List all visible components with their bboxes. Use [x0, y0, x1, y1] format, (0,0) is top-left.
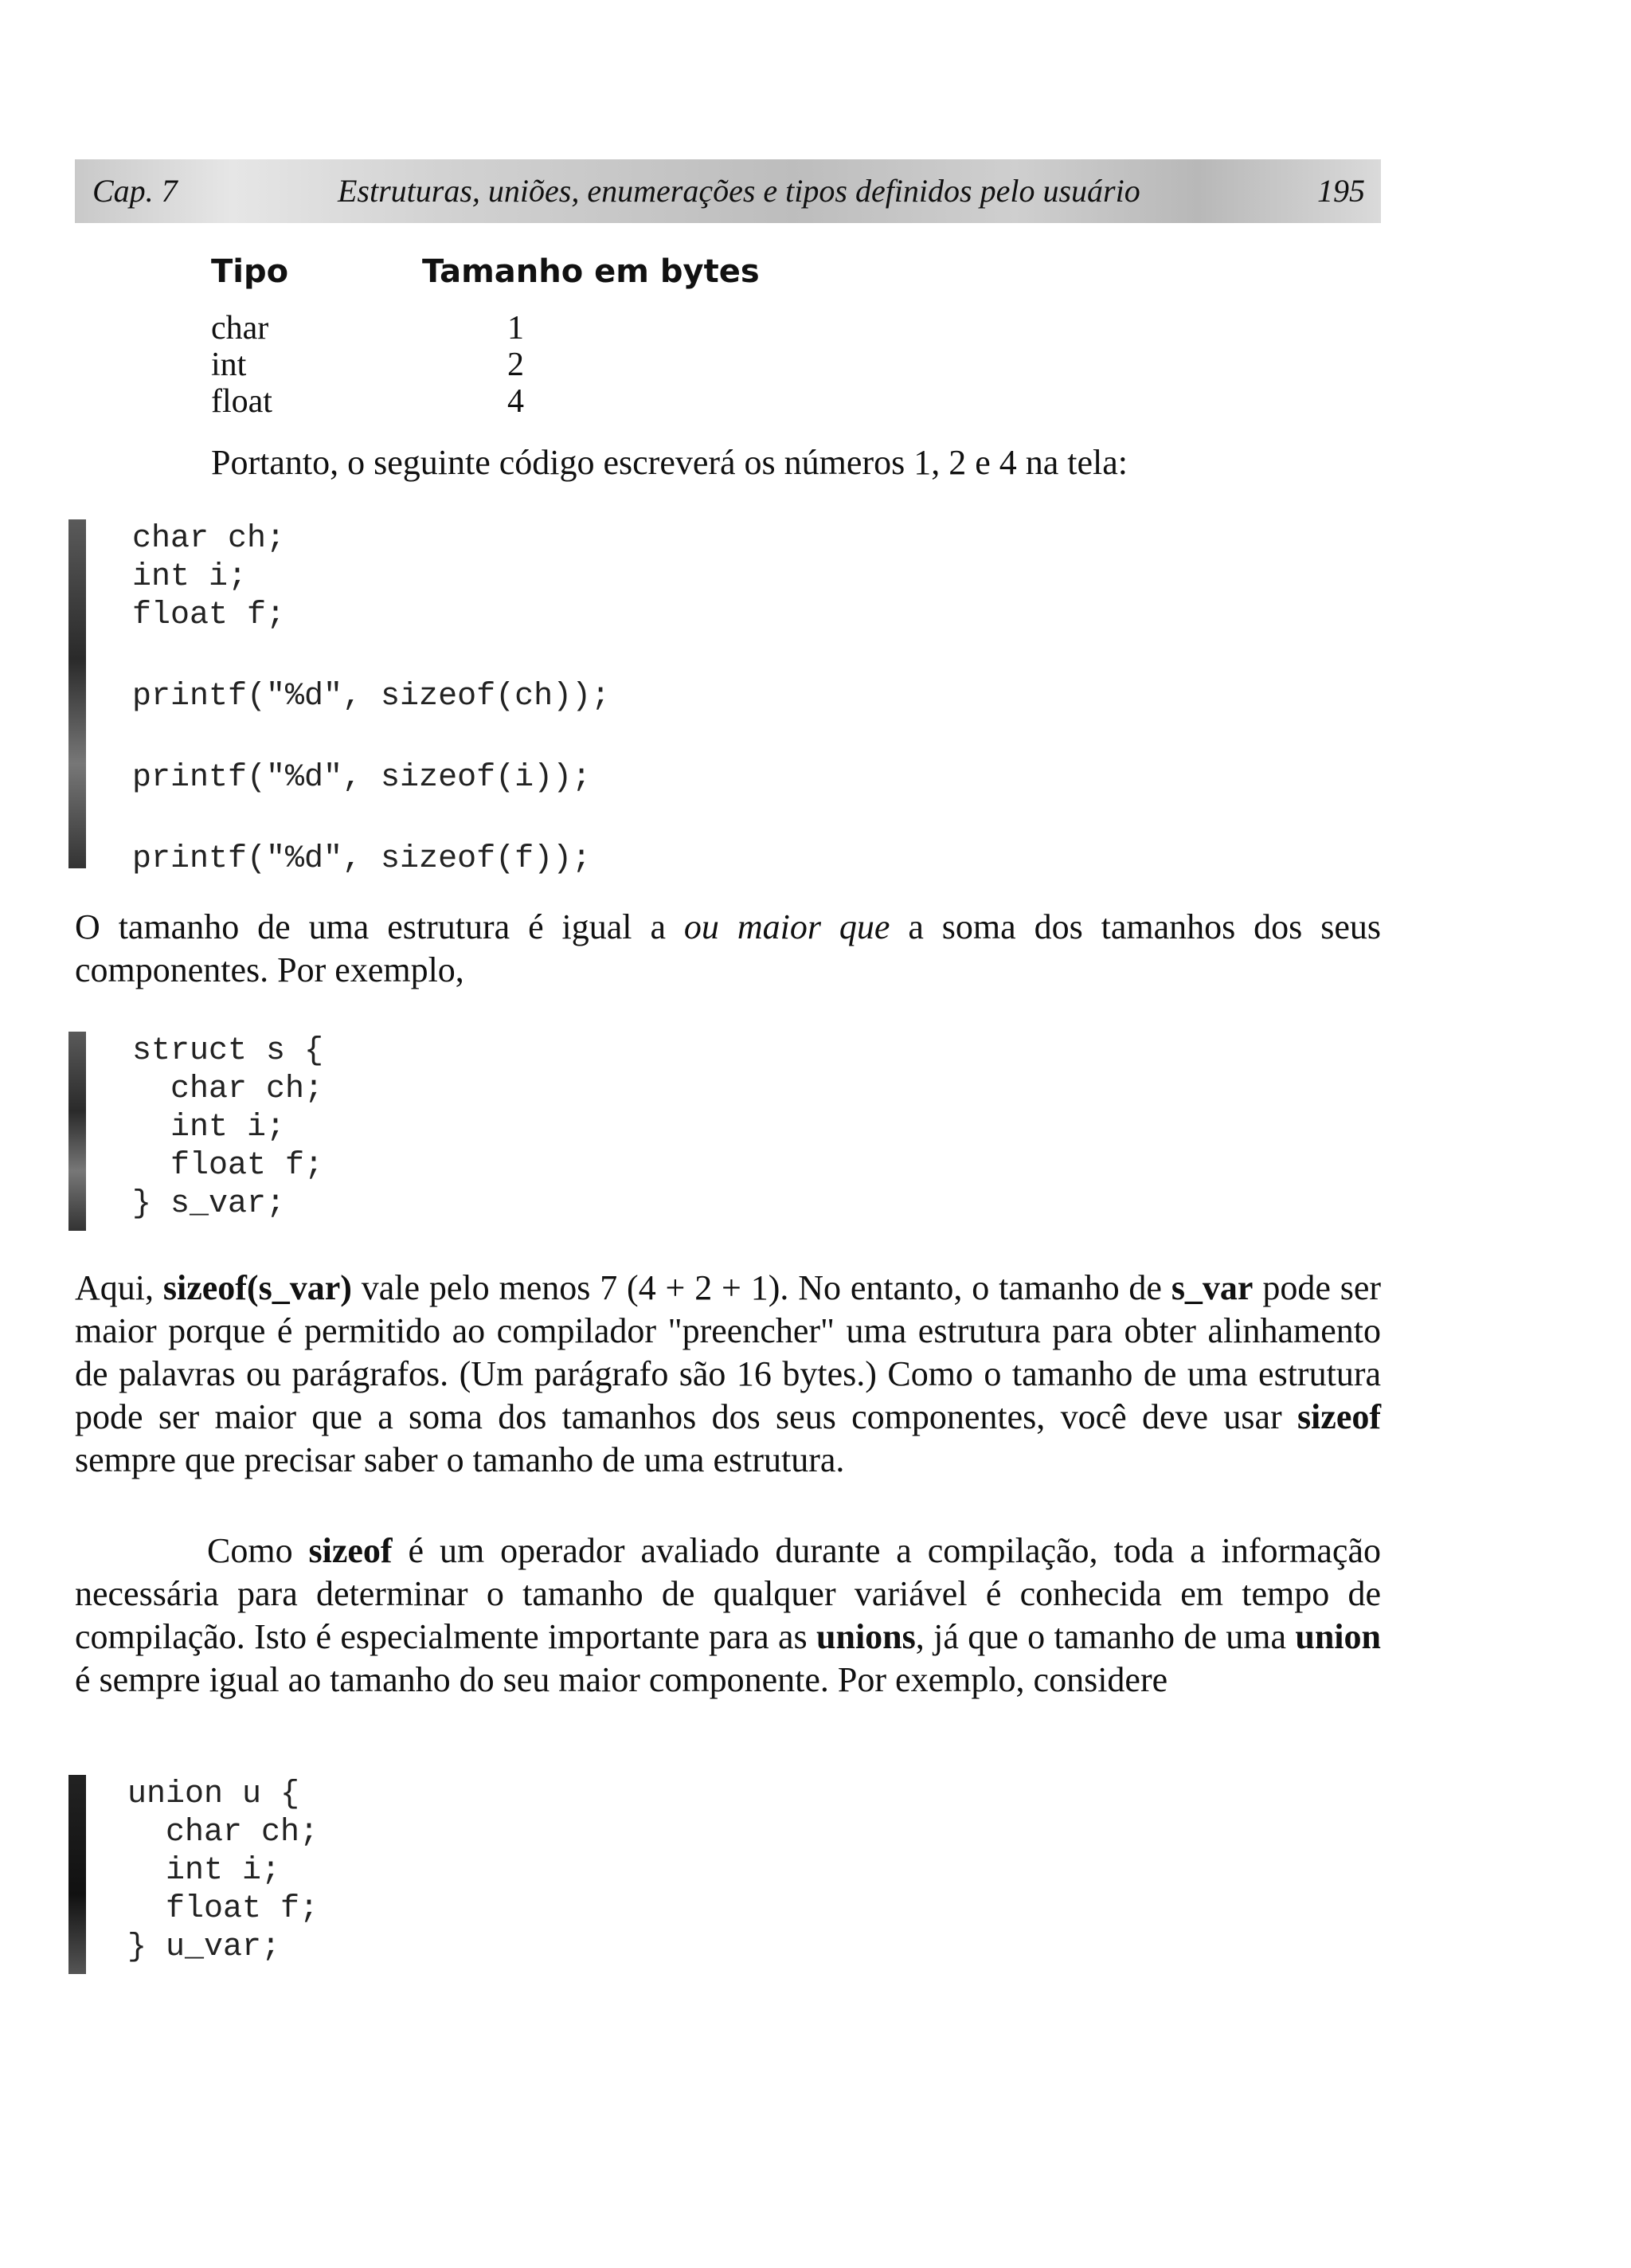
table-cell-type: int	[211, 347, 247, 383]
code-line: float f;	[132, 597, 286, 633]
page-number: 195	[1317, 173, 1365, 209]
code-line: printf("%d", sizeof(i));	[132, 760, 592, 796]
text-run: O tamanho de uma estrutura é igual a	[75, 907, 684, 946]
text-run: é sempre igual ao tamanho do seu maior componente. Por exemplo, considere	[75, 1660, 1168, 1699]
table-cell-size: 2	[507, 347, 524, 383]
text-run: sempre que precisar saber o tamanho de uma estrutura.	[75, 1440, 845, 1479]
emphasis-text: ou maior que	[683, 907, 890, 946]
code-line: char ch;	[132, 521, 286, 557]
chapter-label: Cap. 7	[92, 173, 178, 209]
code-margin-bar	[68, 1775, 86, 1974]
code-line: float f;	[132, 1148, 324, 1184]
code-line: } u_var;	[127, 1929, 281, 1965]
table-cell-type: char	[211, 310, 269, 347]
code-line: union u {	[127, 1776, 300, 1812]
code-line: printf("%d", sizeof(ch));	[132, 679, 611, 715]
text-run: Aqui,	[75, 1268, 163, 1307]
table-row	[211, 382, 689, 419]
table-row	[211, 309, 689, 346]
paragraph-aqui	[75, 1267, 1381, 1482]
code-block-union	[68, 1775, 626, 1974]
text-run: a soma dos tamanhos dos seus componentes. Por exemplo,	[75, 907, 1381, 989]
text-run: pode ser maior porque é permitido ao compilador "preencher" uma estrutura para obter alinhamento de palavras ou parágrafos. (Um parágrafo são 16 bytes.) Como o tamanho de uma estrutura pode ser maior que a soma dos tamanhos dos seus componentes, você deve usar	[75, 1268, 1382, 1436]
code-line: int i;	[127, 1853, 281, 1889]
running-header	[75, 159, 1381, 223]
code-line: } s_var;	[132, 1186, 286, 1222]
text-run: , já que o tamanho de uma	[915, 1617, 1296, 1656]
code-line: int i;	[132, 1110, 286, 1146]
code-line: char ch;	[127, 1815, 319, 1851]
code-block-sizeof	[68, 519, 785, 877]
code-line: struct s {	[132, 1033, 324, 1069]
bold-text: union	[1295, 1617, 1381, 1656]
code-line: int i;	[132, 559, 248, 595]
table-cell-type: float	[211, 383, 272, 420]
paragraph-struct-size	[75, 906, 1381, 992]
text-run: Como	[207, 1531, 309, 1570]
paragraph-como-sizeof	[75, 1530, 1381, 1702]
table-row	[211, 346, 689, 382]
text-run: é um operador avaliado durante a compilação, toda a informação necessária para determinar o tamanho de qualquer variável é conhecida em tempo de compilação. Isto é especialmente importante para as	[75, 1531, 1381, 1656]
code-margin-bar	[68, 1032, 86, 1231]
table-cell-size: 4	[507, 383, 524, 420]
bold-text: s_var	[1171, 1268, 1254, 1307]
code-block-struct	[68, 1032, 626, 1231]
bold-text: sizeof(s_var)	[162, 1268, 352, 1307]
bold-text: sizeof	[1297, 1397, 1381, 1436]
text-run: vale pelo menos 7 (4 + 2 + 1). No entanto, o tamanho de	[351, 1268, 1171, 1307]
bold-text: sizeof	[308, 1531, 393, 1570]
table-header-type: Tipo	[211, 253, 289, 290]
code-line: char ch;	[132, 1071, 324, 1107]
bold-text: unions	[816, 1617, 916, 1656]
table-header-size: Tamanho em bytes	[422, 253, 760, 290]
code-margin-bar	[68, 519, 86, 868]
chapter-title: Estruturas, uniões, enumerações e tipos definidos pelo usuário	[338, 173, 1140, 209]
intro-sentence: Portanto, o seguinte código escreverá os números 1, 2 e 4 na tela:	[211, 443, 1128, 482]
code-line: float f;	[127, 1891, 319, 1927]
code-line: printf("%d", sizeof(f));	[132, 841, 592, 877]
table-cell-size: 1	[507, 310, 524, 347]
